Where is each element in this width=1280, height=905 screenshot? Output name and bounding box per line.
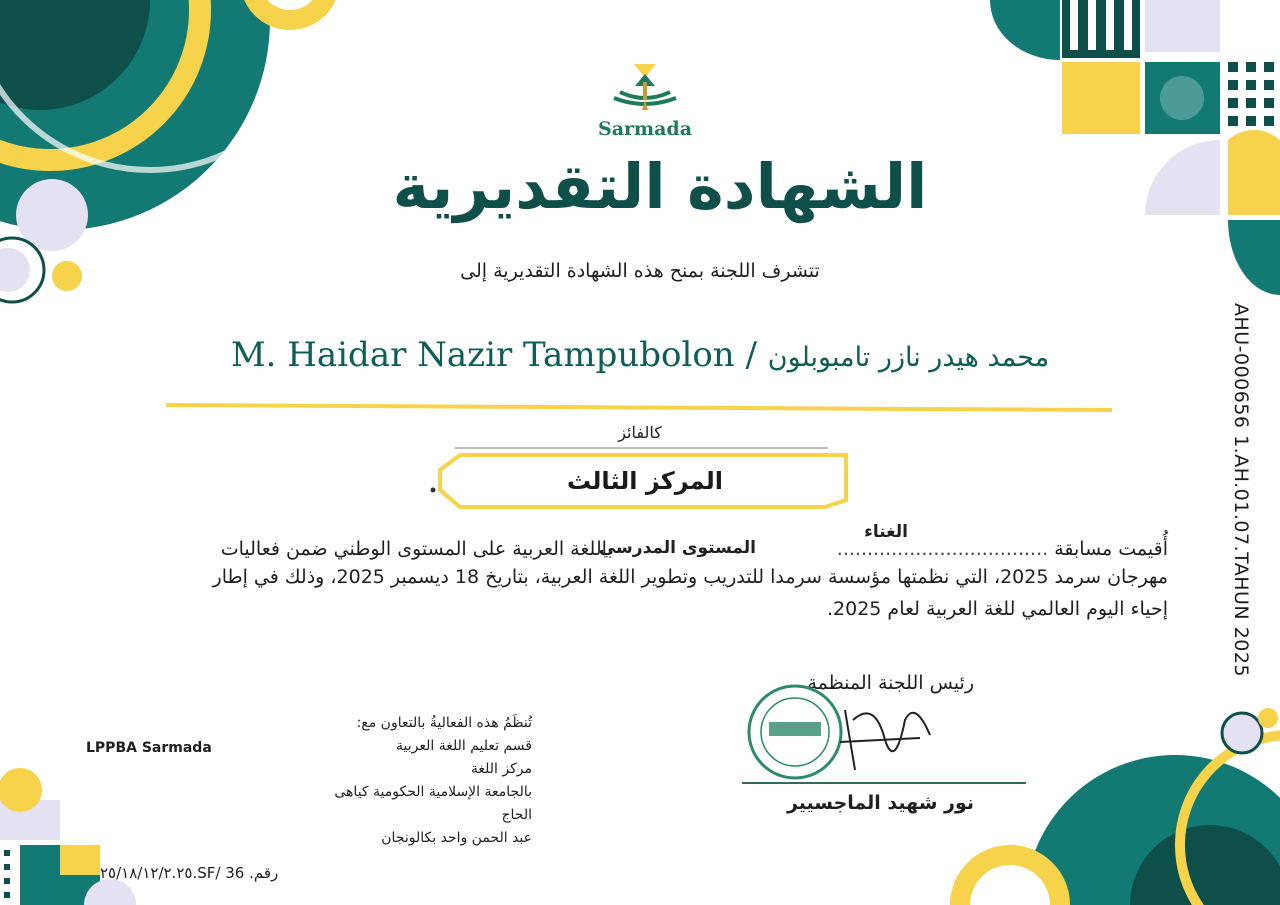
institution-logo — [590, 58, 700, 140]
reference-label: رقم. — [249, 864, 279, 882]
competition-fill: الغناء — [864, 522, 908, 542]
collaboration-line: مركز اللغة — [470, 761, 532, 777]
contest-line-1 — [114, 522, 1168, 566]
name-separator: / — [745, 335, 757, 375]
recipient-name-latin: M. Haidar Nazir Tampubolon — [230, 335, 735, 375]
collaboration-line: بالجامعة الإسلامية الحكومية كياهى الحاج — [334, 784, 532, 823]
collaboration-line: قسم تعليم اللغة العربية — [396, 738, 532, 754]
level-fill: المستوى المدرسي — [598, 538, 756, 558]
registration-code-text: AHU-000656 1.AH.01.07.TAHUN 2025 — [1230, 302, 1252, 678]
book-crest-icon — [602, 58, 688, 116]
intro-text: تتشرف اللجنة بمنح هذه الشهادة التقديرية إلى — [460, 260, 820, 282]
registration-code — [1224, 300, 1258, 680]
signature-stamp — [745, 680, 945, 790]
contest-line1-rest: باللغة العربية على المستوى الوطني ضمن فعاليات — [220, 538, 613, 560]
recipient-name — [160, 335, 1120, 375]
reference-value: ٢٥/١٨/١٢/٢.٢٥.SF/ 36 — [100, 864, 245, 882]
collaboration-line: عبد الحمن واحد بكالونجان — [381, 830, 532, 846]
signature-line — [742, 782, 1026, 784]
contest-dots: ................................... — [836, 538, 1049, 560]
contest-prefix: أُقيمت مسابقة — [1054, 538, 1168, 560]
chair-name: نور شهيد الماجسيير — [786, 792, 974, 814]
contest-paragraph — [114, 522, 1168, 620]
contest-line-3: إحياء اليوم العالمي للغة العربية لعام 2025. — [826, 598, 1168, 620]
reference-number — [100, 864, 300, 882]
collaboration-block — [300, 712, 532, 850]
collaboration-heading: تُنظَمُ هذه الفعاليةُ بالتعاون مع: — [356, 715, 532, 731]
winner-label: كالفائز — [618, 423, 662, 442]
contest-line-2: مهرجان سرمد 2025، التي نظمتها مؤسسة سرمدا للتدريب وتطوير اللغة العربية، بتاريخ 18 ديسمبر 2025، وذلك في إطار — [212, 566, 1168, 588]
logo-name: Sarmada — [597, 118, 693, 140]
recipient-name-arabic: محمد هيدر نازر تامبوبلون — [767, 342, 1050, 373]
chair-title: رئيس اللجنة المنظمة — [807, 672, 974, 694]
certificate-title: الشهادة التقديرية — [392, 150, 928, 223]
organizer-name: LPPBA Sarmada — [86, 740, 212, 756]
place-award: المركز الثالث — [567, 467, 723, 495]
